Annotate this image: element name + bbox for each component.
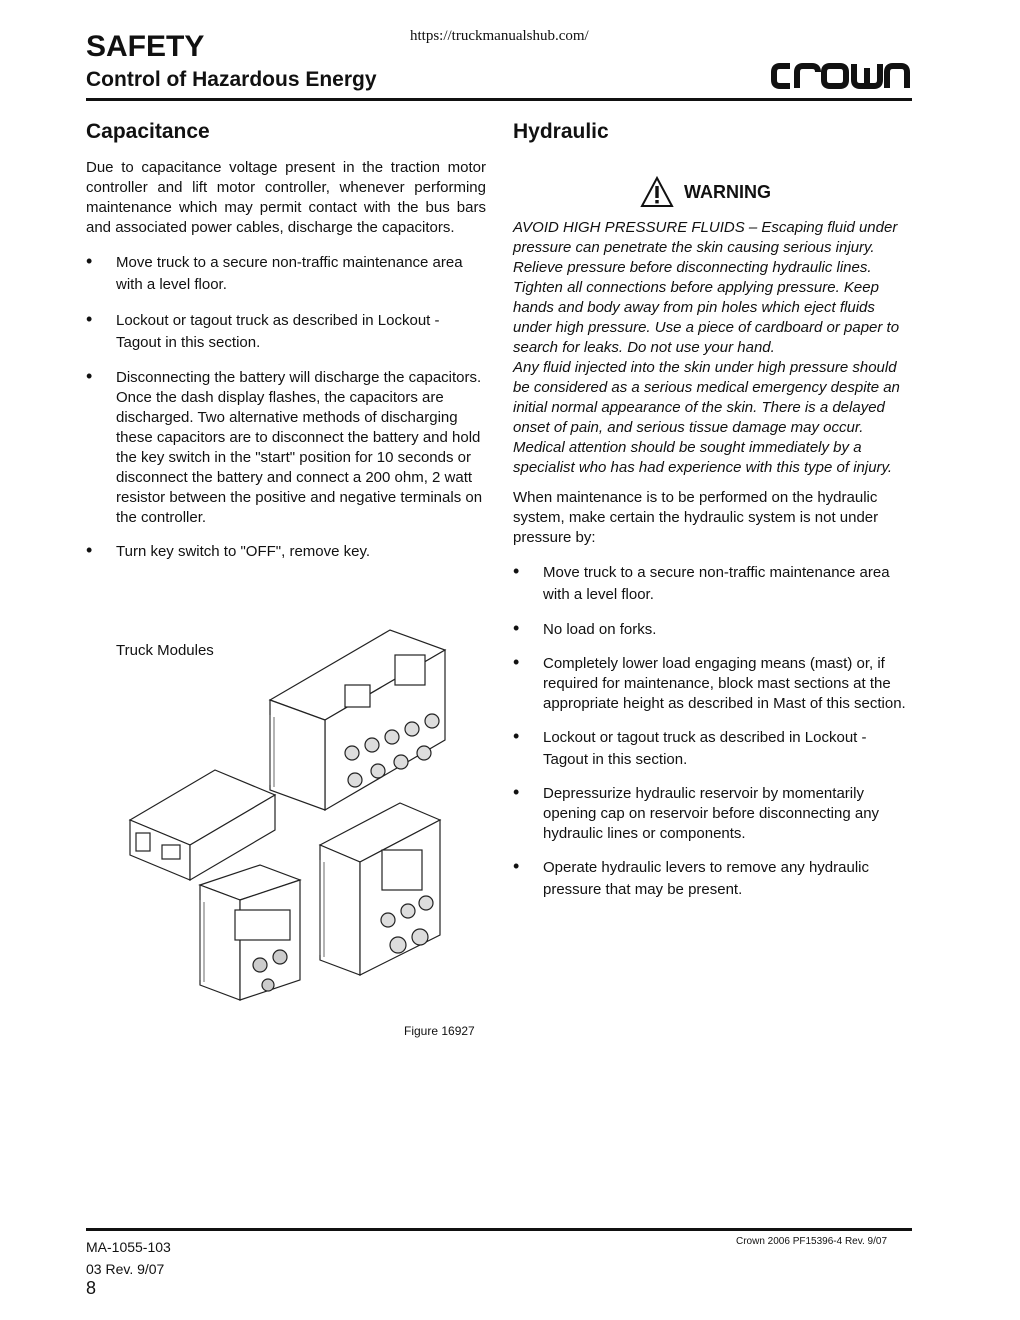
footer-doc-info bbox=[86, 1236, 171, 1280]
list-item: • Completely lower load engaging means (mast) or, if required for maintenance, block mast sections at the appropriate height as described in Mast of this section. bbox=[513, 652, 906, 712]
warning-triangle-icon bbox=[640, 176, 674, 208]
doc-number: MA-1055-103 bbox=[86, 1239, 171, 1255]
doc-revision: 03 Rev. 9/07 bbox=[86, 1261, 165, 1277]
list-item: • Depressurize hydraulic reservoir by momentarily opening cap on reservoir before disconnecting any hydraulic lines or components. bbox=[513, 782, 880, 842]
capacitance-section bbox=[86, 122, 486, 562]
footer-rule bbox=[86, 1228, 912, 1231]
page-title: SAFETY bbox=[86, 30, 205, 63]
hydraulic-section bbox=[513, 122, 913, 142]
warning-label: WARNING bbox=[684, 181, 771, 202]
truck-modules-illustration bbox=[120, 625, 450, 1005]
hydraulic-heading: Hydraulic bbox=[513, 120, 609, 143]
capacitance-heading: Capacitance bbox=[86, 120, 210, 143]
hydraulic-list bbox=[513, 562, 913, 901]
header-rule bbox=[86, 98, 912, 101]
list-item: • Move truck to a secure non-traffic maintenance area with a level floor. bbox=[86, 251, 463, 293]
warning-banner bbox=[640, 174, 771, 210]
figure-number: Figure 16927 bbox=[404, 1024, 475, 1038]
list-item: • Operate hydraulic levers to remove any hydraulic pressure that may be present. bbox=[513, 856, 869, 898]
list-item: • No load on forks. bbox=[513, 618, 657, 638]
copyright: Crown 2006 PF15396-4 Rev. 9/07 bbox=[736, 1236, 888, 1247]
warning-text bbox=[513, 218, 913, 901]
warning-paragraph: Any fluid injected into the skin under high pressure should be considered as a serious medical emergency despite an initial normal appearance of the skin. There is a delayed onset of pain, and serious tissue damage may occur. Medical attention should be sought immediately by a specialist who has had experience with this type of injury. bbox=[513, 359, 900, 476]
figure-caption: Truck Modules bbox=[116, 642, 214, 659]
list-item: • Lockout or tagout truck as described in Lockout - Tagout in this section. bbox=[86, 309, 440, 351]
list-item: • Disconnecting the battery will discharge the capacitors. Once the dash display flashes, the capacitors are discharged. Two alternative methods of discharging these capacitors are to disconnect the battery and hold the key switch in the "start" position for 10 seconds or disconnect the battery and connect a 200 ohm, 2 watt resistor between the positive and negative terminals on the controller. bbox=[86, 366, 483, 526]
list-item: • Lockout or tagout truck as described in Lockout - Tagout in this section. bbox=[513, 726, 867, 768]
page-subtitle: Control of Hazardous Energy bbox=[86, 68, 377, 91]
capacitance-list bbox=[86, 252, 486, 562]
capacitance-intro: Due to capacitance voltage present in the traction motor controller and lift motor controller, whenever performing maintenance which may permit contact with the bus bars and associated power cables, discharge the capacitors. bbox=[86, 159, 486, 236]
crown-logo bbox=[770, 58, 912, 92]
source-url: https://truckmanualshub.com/ bbox=[410, 28, 589, 44]
warning-paragraph: AVOID HIGH PRESSURE FLUIDS – Escaping fluid under pressure can penetrate the skin causing serious injury. Relieve pressure before disconnecting hydraulic lines. Tighten all connections before applying pressure. Keep hands and body away from pin holes which eject fluids under high pressure. Use a piece of cardboard or paper to search for leaks. Do not use your hand. bbox=[513, 219, 900, 356]
list-item: • Move truck to a secure non-traffic maintenance area with a level floor. bbox=[513, 561, 890, 603]
list-item: • Turn key switch to "OFF", remove key. bbox=[86, 540, 371, 560]
hydraulic-intro: When maintenance is to be performed on the hydraulic system, make certain the hydraulic system is not under pressure by: bbox=[513, 489, 879, 546]
page-number: 8 bbox=[86, 1278, 97, 1298]
